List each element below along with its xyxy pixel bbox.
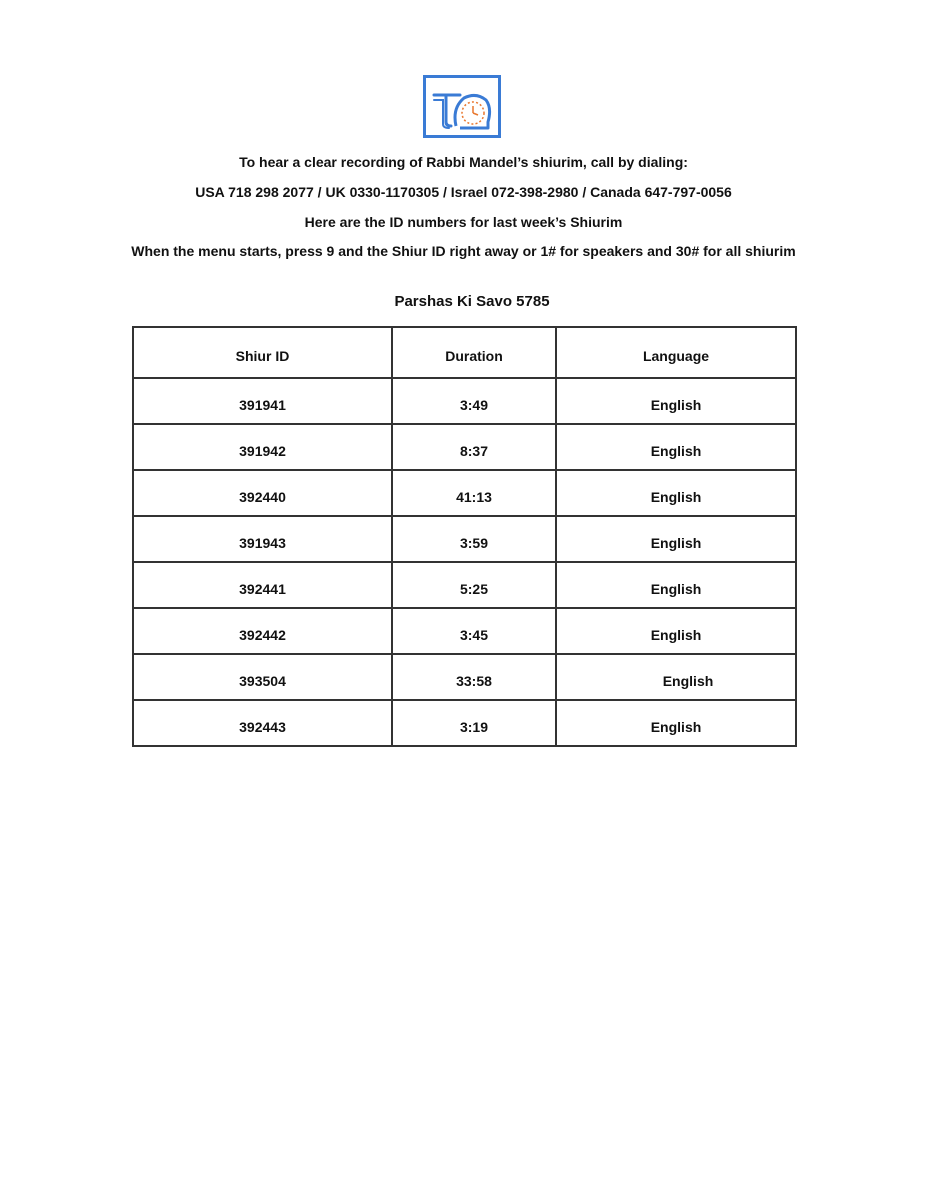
ta-logo xyxy=(423,75,501,138)
cell-duration: 3:19 xyxy=(392,700,556,746)
cell-shiur-id: 391942 xyxy=(133,424,392,470)
cell-duration: 3:49 xyxy=(392,378,556,424)
cell-language: English xyxy=(556,562,796,608)
intro-call-instructions: To hear a clear recording of Rabbi Mandel’s shiurim, call by dialing: xyxy=(239,154,688,170)
cell-duration: 3:59 xyxy=(392,516,556,562)
cell-shiur-id: 392443 xyxy=(133,700,392,746)
cell-duration: 8:37 xyxy=(392,424,556,470)
header-language: Language xyxy=(556,327,796,378)
cell-language: English xyxy=(556,654,796,700)
ta-logo-icon xyxy=(426,78,498,135)
table-row xyxy=(133,516,796,562)
cell-shiur-id: 392440 xyxy=(133,470,392,516)
cell-language: English xyxy=(556,700,796,746)
table-row xyxy=(133,470,796,516)
intro-id-note: Here are the ID numbers for last week’s Shiurim xyxy=(304,214,623,230)
cell-language: English xyxy=(556,516,796,562)
cell-shiur-id: 391941 xyxy=(133,378,392,424)
cell-shiur-id: 392442 xyxy=(133,608,392,654)
cell-duration: 5:25 xyxy=(392,562,556,608)
cell-duration: 3:45 xyxy=(392,608,556,654)
cell-language: English xyxy=(556,378,796,424)
cell-language: English xyxy=(556,470,796,516)
table-row xyxy=(133,654,796,700)
header-duration: Duration xyxy=(392,327,556,378)
table-row xyxy=(133,608,796,654)
parsha-title: Parshas Ki Savo 5785 xyxy=(394,293,550,310)
intro-menu-instructions: When the menu starts, press 9 and the Shiur ID right away or 1# for speakers and 30# for all shiurim xyxy=(131,243,796,259)
table-header-row xyxy=(133,327,796,378)
shiurim-table xyxy=(132,326,797,747)
table-row xyxy=(133,378,796,424)
table-row xyxy=(133,700,796,746)
cell-shiur-id: 391943 xyxy=(133,516,392,562)
cell-shiur-id: 393504 xyxy=(133,654,392,700)
cell-duration: 33:58 xyxy=(392,654,556,700)
table-row xyxy=(133,562,796,608)
intro-phone-numbers: USA 718 298 2077 / UK 0330-1170305 / Israel 072-398-2980 / Canada 647-797-0056 xyxy=(195,184,732,200)
cell-shiur-id: 392441 xyxy=(133,562,392,608)
cell-language: English xyxy=(556,608,796,654)
cell-duration: 41:13 xyxy=(392,470,556,516)
table-row xyxy=(133,424,796,470)
cell-language: English xyxy=(556,424,796,470)
header-shiur-id: Shiur ID xyxy=(133,327,392,378)
